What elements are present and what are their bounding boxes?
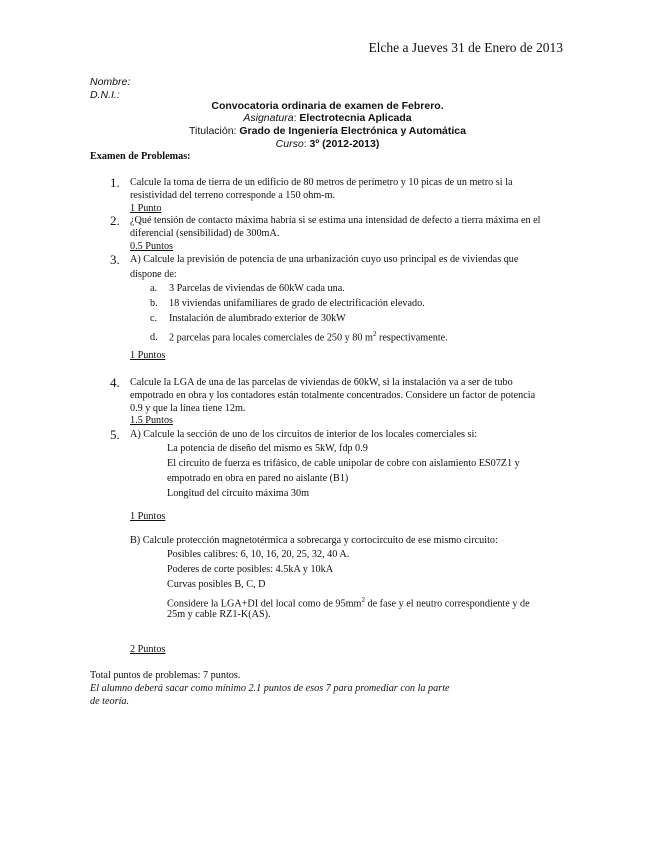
problem-3-list	[150, 283, 448, 343]
part-b-line: Curvas posibles B, C, D	[167, 579, 266, 590]
item-letter: a.	[150, 283, 158, 294]
part-a-line: La potencia de diseño del mismo es 5kW, fdp 0.9	[167, 443, 368, 454]
problem-1-line-2: resistividad del terreno corresponde a 150 ohm-m.	[130, 189, 336, 201]
problem-5-part-b-list	[167, 549, 530, 624]
problem-3-item-c	[150, 313, 448, 328]
problem-4-text	[130, 377, 535, 428]
curso-value: 3º (2012-2013)	[309, 138, 380, 150]
total-points: Total puntos de problemas: 7 puntos.	[90, 670, 241, 681]
titulacion-line	[90, 125, 565, 138]
note-line-1: El alumno deberá sacar como mínimo 2.1 puntos de esos 7 para promediar con la parte	[90, 683, 450, 694]
part-a-line: empotrado en obra en pared no aislante (B1)	[167, 473, 349, 484]
lga-text: Considere la LGA+DI del local como de 95mm	[167, 598, 362, 610]
problem-5-part-a-intro: A) Calcule la sección de uno de los circuitos de interior de los locales comerciales si:	[130, 429, 478, 440]
problem-4-points: 1.5 Puntos	[130, 415, 174, 427]
section-title: Examen de Problemas:	[90, 151, 191, 162]
item-letter: d.	[150, 332, 158, 344]
curso-label: Curso	[275, 138, 304, 150]
problem-3-points: 1 Puntos	[130, 350, 166, 361]
problem-3-line-1: A) Calcule la previsión de potencia de una urbanización cuyo uso principal es de viviendas que	[130, 254, 519, 265]
titulacion-value: Grado de Ingeniería Electrónica y Automática	[239, 125, 466, 137]
problem-5-part-a-points: 1 Puntos	[130, 511, 166, 522]
problem-5-part-b-points: 2 Puntos	[130, 644, 166, 655]
problem-3-item-d	[150, 328, 448, 343]
problem-3-line-2: dispone de:	[130, 268, 177, 280]
problem-3-number: 3.	[110, 252, 120, 267]
problem-1-text	[130, 177, 512, 215]
dni-label: D.N.I.:	[90, 89, 120, 101]
problem-2-text	[130, 215, 540, 253]
exam-date: Elche a Jueves 31 de Enero de 2013	[368, 40, 563, 55]
problem-3-text	[130, 254, 518, 282]
superscript: 2	[361, 596, 365, 604]
asignatura-value: Electrotecnia Aplicada	[299, 112, 412, 124]
problem-4-number: 4.	[110, 375, 120, 390]
item-text: 2 parcelas para locales comerciales de 250 y 80 m	[169, 332, 373, 344]
item-letter: b.	[150, 298, 158, 309]
asignatura-label: Asignatura	[243, 112, 294, 124]
problem-2-points: 0.5 Puntos	[130, 240, 174, 252]
item-text: 3 Parcelas de viviendas de 60kW cada una.	[169, 283, 345, 294]
convocatoria-title: Convocatoria ordinaria de examen de Febrero.	[211, 100, 444, 112]
problem-5-part-a-list	[167, 443, 520, 503]
problem-5-part-b-intro: B) Calcule protección magnetotérmica a sobrecarga y cortocircuito de ese mismo circuito:	[130, 535, 498, 546]
part-b-line: Posibles calibres: 6, 10, 16, 20, 25, 32, 40 A.	[167, 549, 350, 560]
item-text: Instalación de alumbrado exterior de 30kW	[169, 313, 346, 324]
lga-text-after: de fase y el neutro correspondiente y de	[364, 598, 530, 610]
asignatura-line: Asignatura: Electrotecnia Aplicada	[243, 112, 412, 124]
problem-4-line-3: 0.9 y que la línea tiene 12m.	[130, 402, 246, 414]
part-a-line: Longitud del circuito máxima 30m	[167, 488, 310, 499]
problem-3-item-a	[150, 283, 448, 298]
problem-5-number: 5.	[110, 427, 120, 442]
titulacion-label: Titulación:	[189, 125, 237, 137]
problem-2-line-1: ¿Qué tensión de contacto máxima habría si se estima una intensidad de defecto a tierra máxima en el	[130, 215, 541, 226]
problem-1-line-1: Calcule la toma de tierra de un edificio de 80 metros de perímetro y 10 picas de un metro si la	[130, 177, 513, 188]
problem-2-number: 2.	[110, 213, 120, 228]
problem-3-item-b	[150, 298, 448, 313]
note-line-2: de teoría.	[90, 696, 130, 707]
problem-4-line-2: empotrado en obra y los contadores están totalmente concentrados. Considere un factor de potencia	[130, 389, 536, 401]
item-letter: c.	[150, 313, 158, 324]
problem-1-points: 1 Punto	[130, 202, 162, 214]
problem-1-number: 1.	[110, 175, 120, 190]
part-b-line: Poderes de corte posibles: 4.5kA y 10kA	[167, 564, 334, 575]
item-text: 18 viviendas unifamiliares de grado de electrificación elevado.	[169, 298, 425, 309]
nombre-label: Nombre:	[90, 76, 131, 88]
problem-4-line-1: Calcule la LGA de una de las parcelas de viviendas de 60kW, si la instalación va a ser de tubo	[130, 377, 513, 388]
superscript: 2	[372, 330, 377, 338]
curso-line: Curso: 3º (2012-2013)	[275, 138, 380, 150]
item-text-after: respectivamente.	[376, 332, 448, 344]
part-b-line-lga	[167, 594, 530, 609]
problem-2-line-2: diferencial (sensibilidad) de 300mA.	[130, 227, 280, 239]
part-b-line: 25m y cable RZ1-K(AS).	[167, 609, 271, 620]
part-a-line: El circuito de fuerza es trifásico, de cable unipolar de cobre con aislamiento ES07Z1 y	[167, 458, 520, 469]
